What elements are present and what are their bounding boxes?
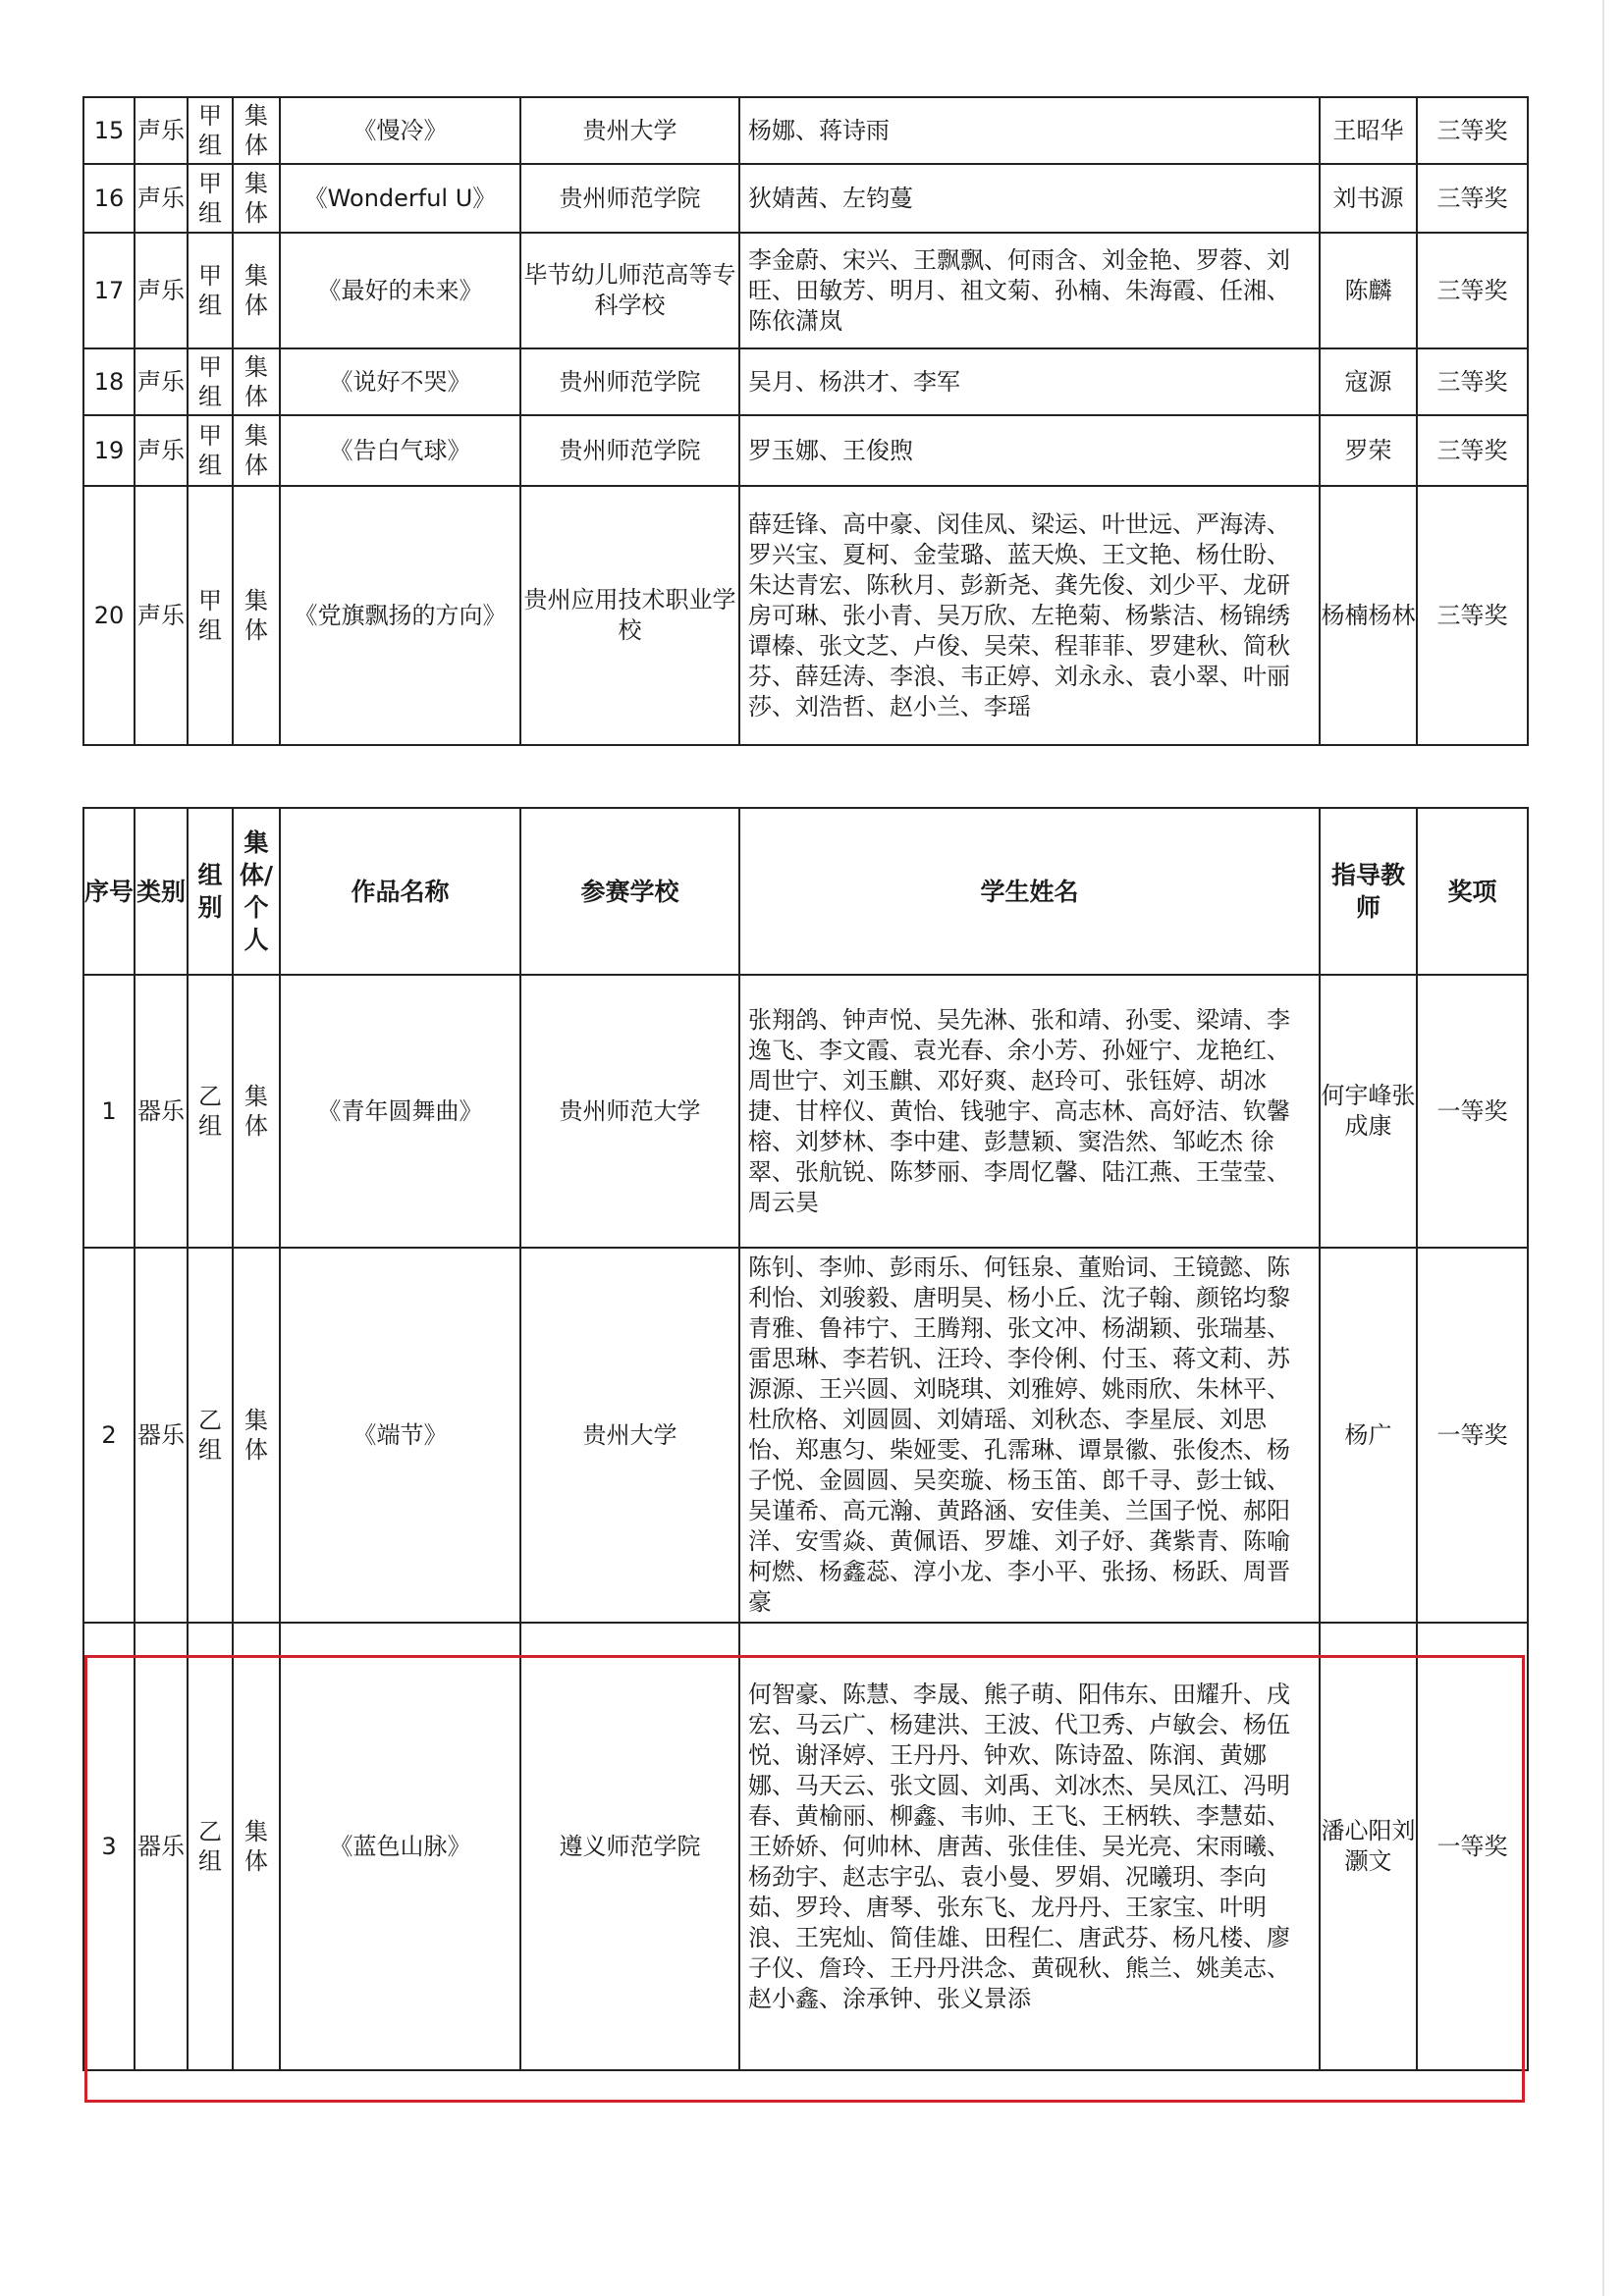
cell-teacher: 杨楠杨林: [1320, 486, 1417, 745]
cell-group: 甲组: [188, 348, 233, 415]
cell-award: 三等奖: [1417, 233, 1528, 348]
cell-group: 甲组: [188, 164, 233, 233]
cell-index: 20: [83, 486, 135, 745]
cell-group: 乙组: [188, 1623, 233, 2070]
cell-index: 17: [83, 233, 135, 348]
cell-type: 集体: [233, 233, 280, 348]
cell-teacher: 杨广: [1320, 1248, 1417, 1623]
awards-table-continued: [82, 96, 1529, 746]
awards-table-instrumental: [82, 807, 1529, 2071]
cell-award: 三等奖: [1417, 97, 1528, 164]
header-students: 学生姓名: [739, 808, 1320, 975]
cell-category: 声乐: [135, 348, 188, 415]
cell-index: 2: [83, 1248, 135, 1623]
cell-group: 甲组: [188, 415, 233, 486]
cell-teacher: 王昭华: [1320, 97, 1417, 164]
cell-school: 贵州大学: [520, 1248, 739, 1623]
cell-students: 杨娜、蒋诗雨: [739, 97, 1320, 164]
header-index: 序号: [83, 808, 135, 975]
cell-work: 《告白气球》: [280, 415, 520, 486]
cell-category: 声乐: [135, 415, 188, 486]
table2-header: [83, 808, 1528, 975]
cell-type: 集体: [233, 164, 280, 233]
table-row: [83, 415, 1528, 486]
cell-award: 一等奖: [1417, 975, 1528, 1248]
cell-school: 毕节幼儿师范高等专科学校: [520, 233, 739, 348]
cell-work: 《端节》: [280, 1248, 520, 1623]
cell-school: 贵州师范学院: [520, 348, 739, 415]
table-row: [83, 97, 1528, 164]
table-row: [83, 1248, 1528, 1623]
cell-students: 何智豪、陈慧、李晟、熊子萌、阳伟东、田耀升、戌宏、马云广、杨建洪、王波、代卫秀、卢敏会、杨伍悦、谢泽婷、王丹丹、钟欢、陈诗盈、陈润、黄娜娜、马天云、张文圆、刘禹、刘冰杰、吴凤江、冯明春、黄榆丽、柳鑫、韦帅、王飞、王柄轶、李慧茹、王娇娇、何帅林、唐茜、张佳佳、吴光亮、宋雨曦、杨劲宇、赵志宇弘、袁小曼、罗娟、况曦玥、李向茹、罗玲、唐琴、张东飞、龙丹丹、王家宝、叶明浪、王宪灿、简佳雄、田程仁、唐武芬、杨凡楼、廖子仪、詹玲、王丹丹洪念、黄砚秋、熊兰、姚美志、赵小鑫、涂承钟、张义景添: [739, 1623, 1320, 2070]
cell-type: 集体: [233, 975, 280, 1248]
cell-award: 一等奖: [1417, 1623, 1528, 2070]
cell-teacher: 刘书源: [1320, 164, 1417, 233]
cell-work: 《说好不哭》: [280, 348, 520, 415]
cell-students: 薛廷锋、高中豪、闵佳凤、梁运、叶世远、严海涛、罗兴宝、夏柯、金莹璐、蓝天焕、王文艳、杨仕盼、朱达青宏、陈秋月、彭新尧、龚先俊、刘少平、龙研房可琳、张小青、吴万欣、左艳菊、杨紫洁、杨锦绣谭榛、张文芝、卢俊、吴荣、程菲菲、罗建秋、简秋芬、薛廷涛、李浪、韦正婷、刘永永、袁小翠、叶丽莎、刘浩哲、赵小兰、李瑶: [739, 486, 1320, 745]
table-row: [83, 486, 1528, 745]
cell-index: 19: [83, 415, 135, 486]
cell-work: 《党旗飘扬的方向》: [280, 486, 520, 745]
cell-teacher: 罗荣: [1320, 415, 1417, 486]
cell-category: 声乐: [135, 97, 188, 164]
header-group: 组别: [188, 808, 233, 975]
cell-school: 贵州师范大学: [520, 975, 739, 1248]
cell-students: 李金蔚、宋兴、王飘飘、何雨含、刘金艳、罗蓉、刘旺、田敏芳、明月、祖文菊、孙楠、朱海霞、任湘、陈依潇岚: [739, 233, 1320, 348]
cell-category: 器乐: [135, 1623, 188, 2070]
cell-work: 《Wonderful U》: [280, 164, 520, 233]
cell-teacher: 潘心阳刘灏文: [1320, 1623, 1417, 2070]
cell-teacher: 寇源: [1320, 348, 1417, 415]
cell-students: 吴月、杨洪才、李军: [739, 348, 1320, 415]
cell-index: 1: [83, 975, 135, 1248]
cell-type: 集体: [233, 486, 280, 745]
cell-index: 3: [83, 1623, 135, 2070]
cell-award: 三等奖: [1417, 486, 1528, 745]
header-type: 集体/个人: [233, 808, 280, 975]
cell-school: 贵州大学: [520, 97, 739, 164]
cell-group: 乙组: [188, 1248, 233, 1623]
cell-school: 贵州师范学院: [520, 415, 739, 486]
header-work: 作品名称: [280, 808, 520, 975]
header-award: 奖项: [1417, 808, 1528, 975]
cell-school: 遵义师范学院: [520, 1623, 739, 2070]
cell-index: 15: [83, 97, 135, 164]
table1-body: [83, 97, 1528, 745]
cell-category: 声乐: [135, 486, 188, 745]
table-row: [83, 348, 1528, 415]
cell-category: 器乐: [135, 975, 188, 1248]
cell-school: 贵州应用技术职业学校: [520, 486, 739, 745]
cell-teacher: 陈麟: [1320, 233, 1417, 348]
cell-category: 声乐: [135, 233, 188, 348]
cell-group: 甲组: [188, 97, 233, 164]
cell-type: 集体: [233, 415, 280, 486]
header-row: [83, 808, 1528, 975]
header-teacher: 指导教师: [1320, 808, 1417, 975]
header-school: 参赛学校: [520, 808, 739, 975]
cell-work: 《蓝色山脉》: [280, 1623, 520, 2070]
cell-type: 集体: [233, 1248, 280, 1623]
cell-teacher: 何宇峰张成康: [1320, 975, 1417, 1248]
cell-category: 声乐: [135, 164, 188, 233]
cell-award: 一等奖: [1417, 1248, 1528, 1623]
cell-type: 集体: [233, 1623, 280, 2070]
table2-body: [83, 975, 1528, 2070]
cell-students: 陈钊、李帅、彭雨乐、何钰泉、董贻词、王镜懿、陈利怡、刘骏毅、唐明昊、杨小丘、沈子翰、颜铭均黎青雅、鲁祎宁、王腾翔、张文冲、杨湖颖、张瑞基、雷思琳、李若钒、汪玲、李伶俐、付玉、蒋文莉、苏源源、王兴圆、刘晓琪、刘雅婷、姚雨欣、朱林平、杜欣格、刘圆圆、刘婧瑶、刘秋态、李星辰、刘思怡、郑惠匀、柴娅雯、孔霈琳、谭景徽、张俊杰、杨子悦、金圆圆、吴奕璇、杨玉笛、郎千寻、彭士钺、吴谨希、高元瀚、黄路涵、安佳美、兰国子悦、郝阳洋、安雪焱、黄佩语、罗雄、刘子妤、龚紫青、陈喻柯燃、杨鑫蕊、淳小龙、李小平、张扬、杨跃、周晋豪: [739, 1248, 1320, 1623]
cell-work: 《青年圆舞曲》: [280, 975, 520, 1248]
cell-group: 甲组: [188, 486, 233, 745]
cell-index: 18: [83, 348, 135, 415]
table-row: [83, 233, 1528, 348]
cell-group: 甲组: [188, 233, 233, 348]
cell-group: 乙组: [188, 975, 233, 1248]
cell-type: 集体: [233, 348, 280, 415]
header-category: 类别: [135, 808, 188, 975]
cell-index: 16: [83, 164, 135, 233]
table-row: [83, 164, 1528, 233]
cell-students: 张翔鸽、钟声悦、吴先淋、张和靖、孙雯、梁靖、李逸飞、李文霞、袁光春、余小芳、孙娅宁、龙艳红、周世宁、刘玉麒、邓好爽、赵玲可、张钰婷、胡冰捷、甘梓仪、黄怡、钱驰宇、高志林、高妤洁、钦馨榕、刘梦林、李中建、彭慧颖、窦浩然、邹屹杰 徐翠、张航锐、陈梦丽、李周忆馨、陆江燕、王莹莹、周云昊: [739, 975, 1320, 1248]
cell-work: 《最好的未来》: [280, 233, 520, 348]
cell-type: 集体: [233, 97, 280, 164]
cell-category: 器乐: [135, 1248, 188, 1623]
cell-students: 狄婧茜、左钧蔓: [739, 164, 1320, 233]
cell-students: 罗玉娜、王俊煦: [739, 415, 1320, 486]
table-row: [83, 975, 1528, 1248]
cell-work: 《慢冷》: [280, 97, 520, 164]
cell-award: 三等奖: [1417, 415, 1528, 486]
table-row: [83, 1623, 1528, 2070]
cell-school: 贵州师范学院: [520, 164, 739, 233]
scan-edge: [1602, 0, 1604, 2296]
cell-award: 三等奖: [1417, 348, 1528, 415]
cell-award: 三等奖: [1417, 164, 1528, 233]
